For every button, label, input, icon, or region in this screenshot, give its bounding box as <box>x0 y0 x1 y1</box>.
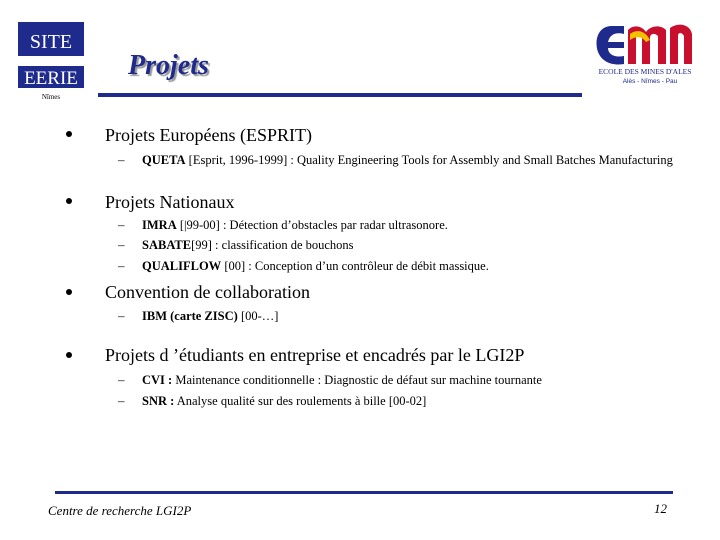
dash-icon: – <box>118 372 125 387</box>
site-eerie-logo <box>18 22 84 102</box>
logo-right-sub: Alès - Nîmes - Pau <box>622 78 678 85</box>
dash-icon: – <box>118 237 125 252</box>
sub-item-text: [99] : classification de bouchons <box>191 238 354 252</box>
sub-item-text: Maintenance conditionnelle : Diagnostic de défaut sur machine tournante <box>172 373 542 387</box>
sub-item-text: Analyse qualité sur des roulements à bille [00-02] <box>174 394 427 408</box>
logo-left-line2: EERIE <box>24 68 78 89</box>
sub-item-ibm <box>142 308 682 324</box>
list-item-convention: Convention de collaboration <box>105 282 310 302</box>
sub-item-bold: SNR : <box>142 394 175 408</box>
bullet-icon <box>66 352 72 358</box>
logo-left-line3: Nîmes <box>41 93 61 101</box>
sub-item-bold: CVI : <box>142 373 173 387</box>
sub-item-cvi <box>142 372 682 388</box>
sub-item-text: [|99-00] : Détection d’obstacles par radar ultrasonore. <box>176 218 448 232</box>
list-item-etudiants: Projets d ’étudiants en entreprise et encadrés par le LGI2P <box>105 345 525 365</box>
list-item-nationaux: Projets Nationaux <box>105 192 235 212</box>
sub-item-imra <box>142 217 682 233</box>
bullet-icon <box>66 289 72 295</box>
sub-item-bold: IMRA <box>142 218 177 232</box>
bullet-icon <box>66 131 72 137</box>
sub-item-snr <box>142 393 682 409</box>
sub-item-sabate <box>142 237 682 253</box>
footer-text: Centre de recherche LGI2P <box>48 503 192 518</box>
title-underline <box>98 93 582 97</box>
ecole-des-mines-logo <box>590 18 700 90</box>
sub-item-bold: QUALIFLOW <box>142 259 222 273</box>
slide-title: Projets <box>128 50 209 81</box>
footer-line <box>55 491 673 494</box>
sub-item-text: [00] : Conception d’un contrôleur de débit massique. <box>221 259 489 273</box>
page-number: 12 <box>654 501 667 516</box>
dash-icon: – <box>118 152 125 167</box>
sub-item-qualiflow <box>142 258 682 274</box>
dash-icon: – <box>118 308 125 323</box>
list-item-esprit: Projets Européens (ESPRIT) <box>105 125 312 145</box>
logo-left-line1: SITE <box>29 31 73 53</box>
bullet-icon <box>66 198 72 204</box>
sub-item-queta <box>142 152 682 168</box>
sub-item-text: [00-…] <box>237 309 279 323</box>
dash-icon: – <box>118 393 125 408</box>
sub-item-bold: IBM (carte ZISC) <box>142 309 238 323</box>
dash-icon: – <box>118 258 125 273</box>
logo-right-name: ECOLE DES MINES D'ALES <box>598 67 692 76</box>
sub-item-text: [Esprit, 1996-1999] : Quality Engineering Tools for Assembly and Small Batches Manufacturing <box>185 153 673 167</box>
dash-icon: – <box>118 217 125 232</box>
sub-item-bold: SABATE <box>142 238 192 252</box>
sub-item-bold: QUETA <box>142 153 186 167</box>
